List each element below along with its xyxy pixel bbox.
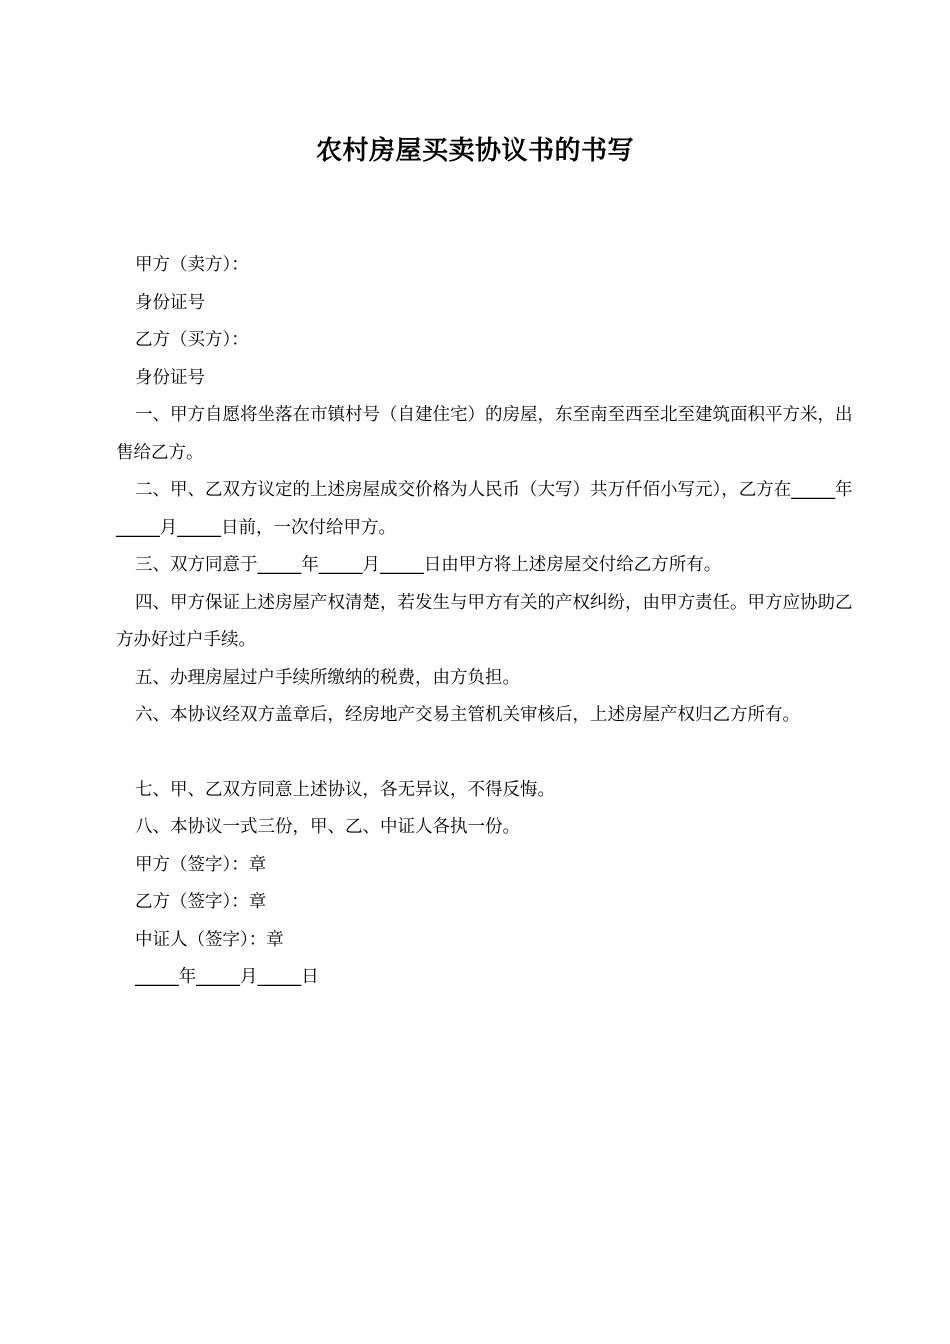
seller-id-label: 身份证号 bbox=[135, 292, 205, 313]
clause-3: 三、双方同意于_____年_____月_____日由甲方将上述房屋交付给乙方所有。 bbox=[135, 555, 722, 575]
clause-8: 八、本协议一式三份，甲、乙、中证人各执一份。 bbox=[135, 817, 520, 837]
clause-2: 二、甲、乙双方议定的上述房屋成交价格为人民币（大写）共万仟佰小写元），乙方在_____年_____月_____日前，一次付给甲方。 bbox=[116, 480, 853, 538]
clause-1: 一、甲方自愿将坐落在市镇村号（自建住宅）的房屋，东至南至西至北至建筑面积平方米，出售给乙方。 bbox=[116, 405, 853, 463]
date-line: _____年_____月_____日 bbox=[135, 967, 319, 987]
document-body bbox=[116, 247, 856, 997]
document-title: 农村房屋买卖协议书的书写 bbox=[315, 136, 634, 166]
witness-signature-line: 中证人（签字）：章 bbox=[135, 929, 284, 950]
seller-label: 甲方（卖方）： bbox=[135, 255, 249, 275]
clause-6: 六、本协议经双方盖章后，经房地产交易主管机关审核后，上述房屋产权归乙方所有。 bbox=[135, 705, 800, 725]
buyer-label: 乙方（买方）： bbox=[135, 330, 249, 350]
clause-4: 四、甲方保证上述房屋产权清楚，若发生与甲方有关的产权纠纷，由甲方责任。甲方应协助乙方办好过户手续。 bbox=[116, 592, 853, 650]
clause-7: 七、甲、乙双方同意上述协议，各无异议，不得反悔。 bbox=[135, 779, 555, 800]
buyer-signature-line: 乙方（签字）：章 bbox=[135, 892, 267, 912]
seller-signature-line: 甲方（签字）：章 bbox=[135, 854, 267, 875]
buyer-id-label: 身份证号 bbox=[135, 367, 205, 388]
clause-5: 五、办理房屋过户手续所缴纳的税费，由方负担。 bbox=[135, 667, 520, 688]
paragraph-gap bbox=[116, 735, 856, 772]
